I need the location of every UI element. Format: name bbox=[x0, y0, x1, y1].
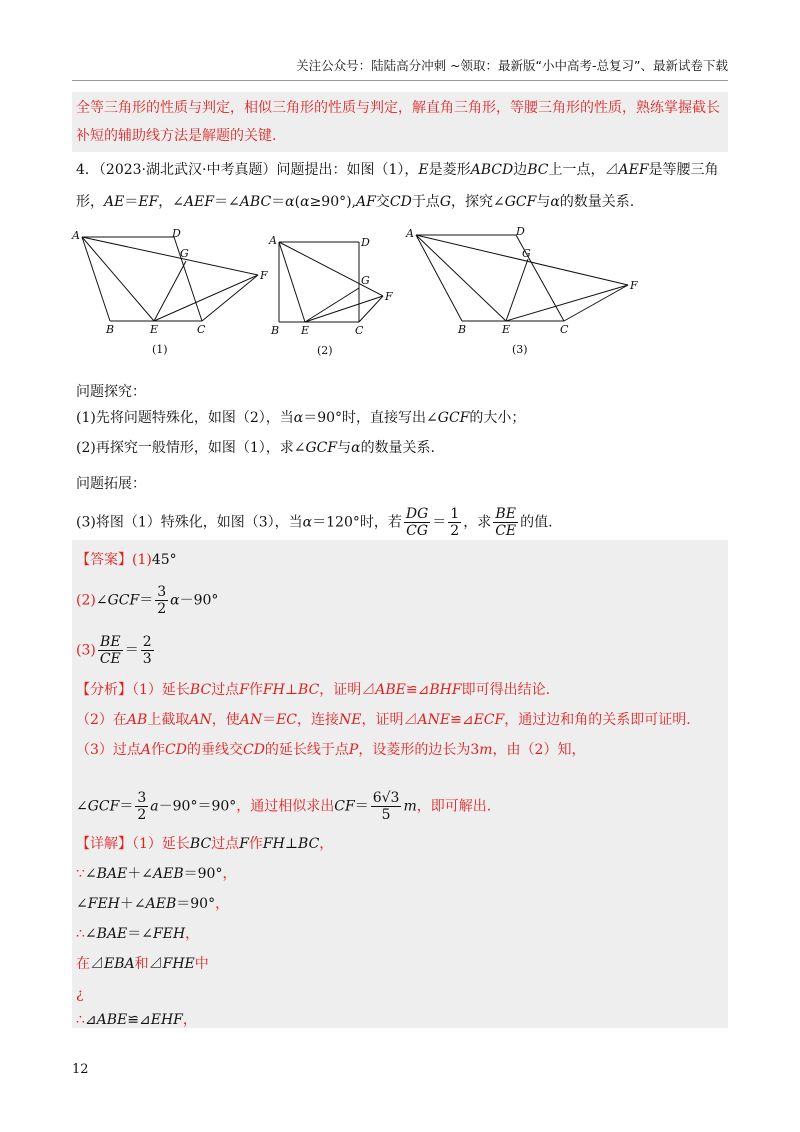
fig3-label-E: E bbox=[502, 323, 511, 336]
analysis-line-2: （2）在AB上截取AN，使AN＝EC，连接NE，证明⊿ANE≌⊿ECF，通过边和角的关系即可证明. bbox=[76, 712, 691, 728]
fig3-label-B: B bbox=[458, 323, 467, 336]
fig1-label-A: A bbox=[72, 229, 80, 242]
page-number: 12 bbox=[72, 1062, 89, 1077]
fig2-caption: (2) bbox=[317, 344, 333, 357]
explore-title: 问题探究： bbox=[76, 384, 146, 400]
figure-1-diagram bbox=[70, 225, 280, 365]
fig3-caption: (3) bbox=[512, 343, 528, 356]
figure-2 bbox=[265, 232, 400, 362]
answer-1: 【答案】(1)45° bbox=[76, 552, 177, 568]
detail-line-2: ∵∠BAE＋∠AEB＝90°， bbox=[76, 866, 237, 882]
extension-title: 问题拓展： bbox=[76, 476, 146, 492]
fig3-label-D: D bbox=[516, 225, 525, 238]
answer-1-value: 45° bbox=[151, 552, 177, 568]
detail-line-6: ¿ bbox=[76, 986, 84, 1002]
analysis-line-4: ∠GCF＝ $\frac{3}{2}$ a－90°＝90°，通过相似求出CF＝ $\frac{6√3}{5}$ m，即可解出. bbox=[76, 790, 492, 823]
figure-2-diagram bbox=[265, 232, 400, 362]
fig1-label-D: D bbox=[172, 227, 181, 240]
fig2-label-C: C bbox=[355, 324, 364, 337]
fig2-label-G: G bbox=[361, 274, 370, 287]
answer-2: (2)∠GCF＝ $\frac{3}{2}$ α－90° bbox=[76, 584, 219, 617]
problem-line-2: 形，AE＝EF，∠AEF＝∠ABC＝α(α≥90°),AF交CD于点G，探究∠GCF与α的数量关系. bbox=[76, 194, 635, 210]
detail-tag: 【详解】 bbox=[76, 836, 132, 852]
question-1: (1)先将问题特殊化，如图（2），当α＝90°时，直接写出∠GCF的大小； bbox=[76, 410, 526, 426]
figure-3-diagram bbox=[402, 225, 652, 365]
page-header: 关注公众号：陆陆高分冲刺 ~领取：最新版“小中高考-总复习”、最新试卷下载 bbox=[296, 58, 728, 73]
figure-1 bbox=[70, 225, 280, 365]
fig2-label-D: D bbox=[361, 236, 370, 249]
intro-line-1: 全等三角形的性质与判定，相似三角形的性质与判定，解直角三角形，等腰三角形的性质，熟练掌握截长 bbox=[76, 100, 720, 116]
intro-line-2: 补短的辅助线方法是解题的关键. bbox=[76, 128, 277, 144]
fig2-label-F: F bbox=[385, 290, 393, 303]
fig1-label-C: C bbox=[197, 323, 206, 336]
fig1-label-B: B bbox=[106, 323, 115, 336]
question-3: (3)将图（1）特殊化，如图（3），当α＝120°时，若 $\frac{DG}{CG}$ ＝ $\frac{1}{2}$ ，求 $\frac{BE}{CE}$ 的值. bbox=[76, 506, 553, 539]
fig3-label-C: C bbox=[560, 323, 569, 336]
detail-line-1: 【详解】（1）延长BC过点F作FH⊥BC， bbox=[76, 836, 334, 852]
answer-tag: 【答案】 bbox=[76, 552, 132, 568]
problem-source: （2023·湖北武汉·中考真题） bbox=[98, 162, 277, 178]
analysis-tag: 【分析】 bbox=[76, 682, 132, 698]
fig3-label-A: A bbox=[406, 227, 414, 240]
analysis-line-1: 【分析】（1）延长BC过点F作FH⊥BC，证明⊿ABE≌⊿BHF即可得出结论. bbox=[76, 682, 551, 698]
fig3-label-G: G bbox=[522, 247, 531, 260]
fig2-label-E: E bbox=[301, 324, 310, 337]
answer-3: (3) $\frac{BE}{CE}$ ＝ $\frac{2}{3}$ bbox=[76, 634, 152, 667]
question-2: (2)再探究一般情形，如图（1），求∠GCF与α的数量关系. bbox=[76, 440, 436, 456]
detail-line-7: ∴⊿ABE≌⊿EHF， bbox=[76, 1012, 197, 1028]
detail-line-5: 在⊿EBA和⊿FHE中 bbox=[76, 956, 209, 972]
figure-3 bbox=[402, 225, 652, 365]
fig2-label-B: B bbox=[271, 324, 280, 337]
fig3-label-F: F bbox=[630, 279, 638, 292]
fig1-caption: (1) bbox=[152, 343, 168, 356]
problem-number: 4． bbox=[76, 162, 99, 178]
detail-line-3: ∠FEH＋∠AEB＝90°， bbox=[76, 896, 230, 912]
problem-line-1: 4．（2023·湖北武汉·中考真题）问题提出：如图（1），E是菱形ABCD边BC上一点，⊿AEF是等腰三角 bbox=[76, 162, 719, 178]
fig1-label-E: E bbox=[150, 323, 159, 336]
fig2-label-A: A bbox=[269, 234, 277, 247]
analysis-line-3: （3）过点A作CD的垂线交CD的延长线于点P，设菱形的边长为3m，由（2）知， bbox=[76, 742, 586, 758]
fig1-label-F: F bbox=[260, 269, 268, 282]
header-divider bbox=[72, 80, 728, 81]
fig1-label-G: G bbox=[180, 247, 189, 260]
detail-line-4: ∴∠BAE＝∠FEH， bbox=[76, 926, 200, 942]
